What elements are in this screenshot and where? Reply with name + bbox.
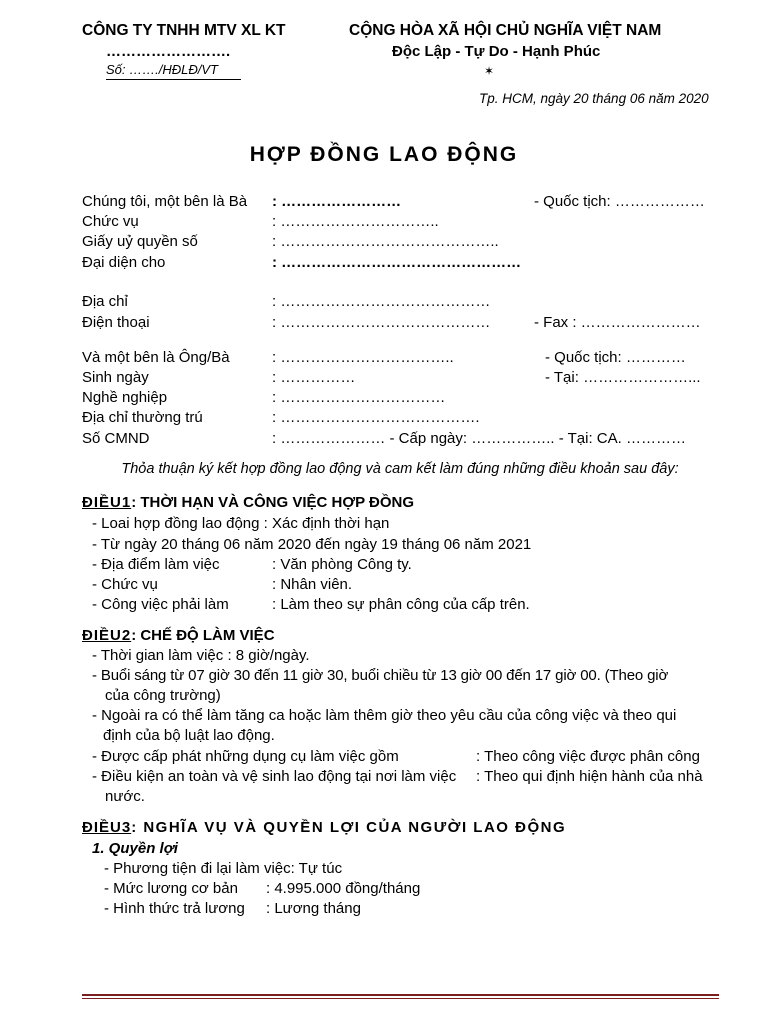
safety-value: : Theo qui định hiện hành của nhà — [476, 768, 703, 785]
benefit-item: - Phương tiện đi lại làm việc: Tự túc — [104, 860, 343, 877]
birth-date-label: Sinh ngày — [82, 369, 149, 386]
permanent-address-label: Địa chỉ thường trú — [82, 409, 203, 426]
benefit-value: : 4.995.000 đồng/tháng — [266, 880, 421, 897]
address-label: Địa chỉ — [82, 293, 128, 310]
position-value: : ………………………….. — [272, 213, 439, 230]
birth-date-value: : …………… — [272, 369, 356, 386]
article-1-title: : THỜI HẠN VÀ CÔNG VIỆC HỢP ĐỒNG — [131, 494, 415, 511]
authorization-label: Giấy uỷ quyền số — [82, 233, 198, 250]
phone-label: Điện thoại — [82, 314, 150, 331]
address-value: : …………………………………… — [272, 293, 491, 310]
benefit-item: - Hình thức trả lương — [104, 900, 245, 917]
article-1-line: - Loai hợp đồng lao động : Xác định thời hạn — [92, 515, 390, 532]
article-1-pair-label: - Công việc phải làm — [92, 596, 229, 613]
company-name: CÔNG TY TNHH MTV XL KT — [82, 22, 286, 39]
article-1-pair-value: : Văn phòng Công ty. — [272, 556, 412, 573]
place-date: Tp. HCM, ngày 20 tháng 06 năm 2020 — [479, 91, 709, 106]
article-1-heading — [82, 493, 414, 513]
safety-value-cont: nước. — [105, 788, 145, 805]
article-1-pair-value: : Nhân viên. — [272, 576, 353, 593]
representative-label: Đại diện cho — [82, 254, 166, 271]
equipment-value: : Theo công việc được phân công — [476, 748, 700, 765]
article-2-number: ĐIỀU2 — [82, 627, 132, 644]
article-1-pair-value: : Làm theo sự phân công của cấp trên. — [272, 596, 530, 613]
birth-place-value: - Tại: …………………... — [545, 369, 701, 386]
article-3-heading — [82, 818, 566, 838]
article-2-heading — [82, 626, 275, 646]
equipment-label: - Được cấp phát những dụng cụ làm việc gồm — [92, 748, 399, 765]
shift-schedule: - Buổi sáng từ 07 giờ 30 đến 11 giờ 30, buổi chiều từ 13 giờ 00 đến 17 giờ 00. (Theo giờ — [92, 667, 669, 684]
party-b-label: Và một bên là Ông/Bà — [82, 349, 230, 366]
occupation-label: Nghề nghiệp — [82, 389, 168, 406]
star-ornament-icon: ✶ — [484, 64, 495, 78]
permanent-address-value: : …………………………………. — [272, 409, 480, 426]
occupation-value: : …………………………… — [272, 389, 446, 406]
benefit-value: : Lương tháng — [266, 900, 361, 917]
authorization-value: : …………………………………….. — [272, 233, 499, 250]
overtime-note: - Ngoài ra có thể làm tăng ca hoặc làm thêm giờ theo yêu cầu của công việc và theo qui — [92, 707, 677, 724]
article-1-pair-label: - Địa điểm làm việc — [92, 556, 220, 573]
document-title: HỢP ĐỒNG LAO ĐỘNG — [249, 143, 519, 166]
phone-value: : …………………………………… — [272, 314, 491, 331]
working-hours: - Thời gian làm việc : 8 giờ/ngày. — [92, 647, 310, 664]
id-card-label: Số CMND — [82, 430, 150, 447]
article-1-number: ĐIỀU1 — [82, 494, 132, 511]
national-motto: Độc Lập - Tự Do - Hạnh Phúc — [392, 43, 601, 60]
overtime-note-cont: định của bộ luật lao động. — [103, 727, 275, 744]
footer-rule — [82, 994, 719, 999]
country-name: CỘNG HÒA XÃ HỘI CHỦ NGHĨA VIỆT NAM — [349, 22, 662, 39]
article-2-title: : CHẾ ĐỘ LÀM VIỆC — [131, 627, 275, 644]
id-card-value: : ………………… - Cấp ngày: …………….. - Tại: CA. ………… — [272, 430, 686, 447]
benefits-subheading: 1. Quyền lợi — [92, 840, 178, 857]
benefit-item: - Mức lương cơ bản — [104, 880, 238, 897]
party-b-nationality: - Quốc tịch: ………… — [545, 349, 686, 366]
company-dots: ……………………. — [106, 43, 231, 60]
shift-schedule-cont: của công trường) — [105, 687, 221, 704]
position-label: Chức vụ — [82, 213, 139, 230]
party-a-value: : …………………… — [272, 193, 402, 210]
agreement-statement: Thỏa thuận ký kết hợp đồng lao động và cam kết làm đúng những điều khoản sau đây: — [121, 461, 679, 477]
party-a-label: Chúng tôi, một bên là Bà — [82, 193, 248, 210]
article-3-title: : NGHĨA VỤ VÀ QUYỀN LỢI CỦA NGƯỜI LAO ĐỘNG — [131, 819, 567, 836]
article-1-pair-label: - Chức vụ — [92, 576, 158, 593]
safety-label: - Điều kiện an toàn và vệ sinh lao động tại nơi làm việc — [92, 768, 457, 785]
article-1-line: - Từ ngày 20 tháng 06 năm 2020 đến ngày 19 tháng 06 năm 2021 — [92, 536, 532, 553]
fax-value: - Fax : …………………… — [534, 314, 701, 331]
representative-value: : ………………………………………… — [272, 254, 522, 271]
party-b-value: : …………………………….. — [272, 349, 454, 366]
document-number: Số: ……./HĐLĐ/VT — [106, 61, 241, 80]
article-3-number: ĐIỀU3 — [82, 819, 132, 836]
party-a-nationality: - Quốc tịch: ……………… — [534, 193, 705, 210]
